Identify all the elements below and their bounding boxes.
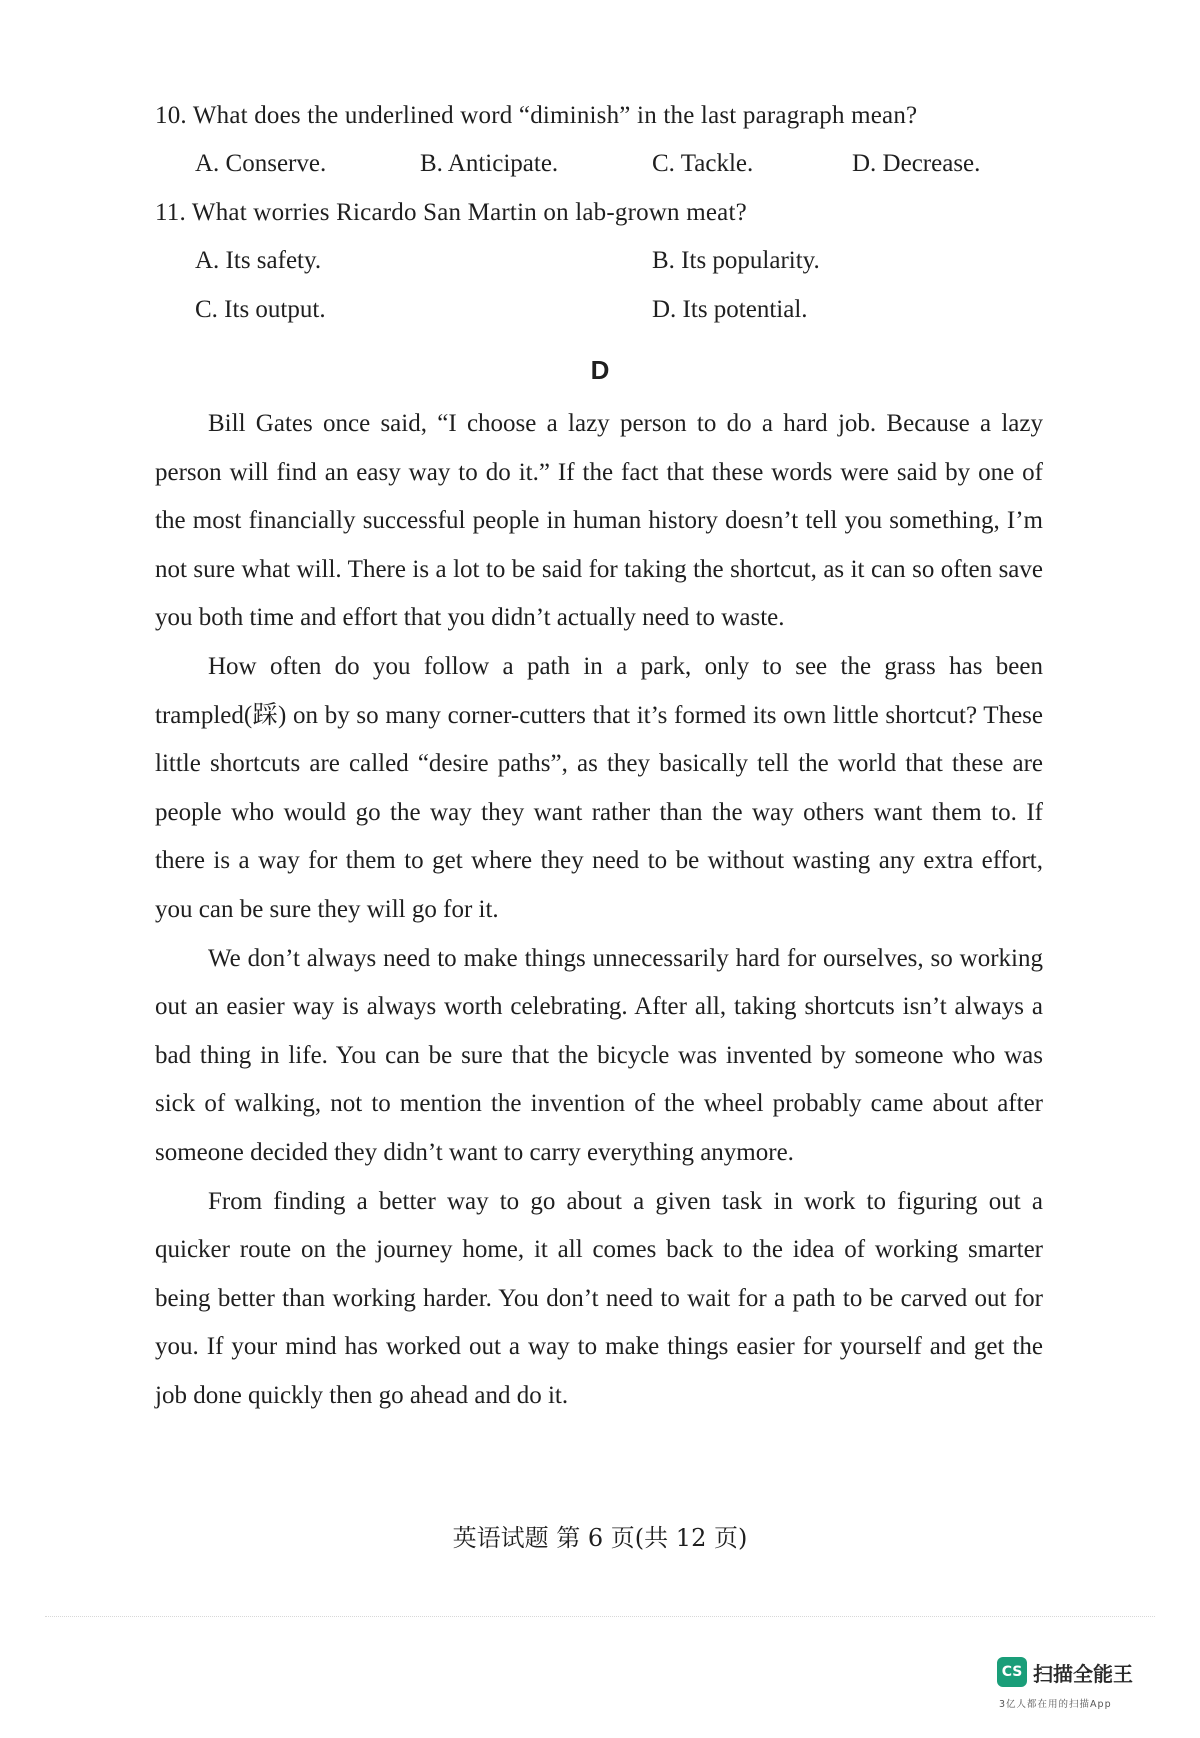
scanner-watermark [997, 1657, 1157, 1717]
reading-passage [155, 400, 1043, 1420]
passage-paragraph-2: How often do you follow a path in a park, only to see the grass has been trampled(踩) on by so many corner-cutters that it’s formed its own little shortcut? These little shortcuts are called “desire paths”, as they basically tell the world that these are people who would go the way they want rather than the way others want them to. If there is a way for them to get where they need to be without wasting any extra effort, you can be sure they will go for it. [155, 652, 1043, 923]
question-11-option-d: D. Its potential. [652, 296, 808, 323]
question-11-option-c: C. Its output. [195, 296, 326, 323]
section-title: D [590, 355, 610, 385]
question-10-stem: 10. What does the underlined word “diminish” in the last paragraph mean? [155, 102, 918, 129]
question-10-option-d: D. Decrease. [852, 150, 981, 177]
question-10-option-a: A. Conserve. [195, 150, 327, 177]
page-footer: 英语试题 第 6 页(共 12 页) [452, 1524, 748, 1552]
passage-paragraph-3: We don’t always need to make things unnecessarily hard for ourselves, so working out an easier way is always worth celebrating. After all, taking shortcuts isn’t always a bad thing in life. You can be sure that the bicycle was invented by someone who was sick of walking, not to mention the invention of the wheel probably came about after someone decided they didn’t want to carry everything anymore. [155, 944, 1043, 1166]
question-11-stem: 11. What worries Ricardo San Martin on lab-grown meat? [155, 199, 747, 226]
question-10-option-b: B. Anticipate. [420, 150, 559, 177]
question-11-option-a: A. Its safety. [195, 247, 322, 274]
page-divider [45, 1616, 1155, 1617]
question-10-option-c: C. Tackle. [652, 150, 754, 177]
watermark-app-name: 扫描全能王 [1033, 1662, 1133, 1686]
passage-paragraph-1: Bill Gates once said, “I choose a lazy person to do a hard job. Because a lazy person will find an easy way to do it.” If the fact that these words were said by one of the most financially successful people in human history doesn’t tell you something, I’m not sure what will. There is a lot to be said for taking the shortcut, as it can so often save you both time and effort that you didn’t actually need to waste. [155, 410, 1043, 632]
passage-paragraph-4: From finding a better way to go about a given task in work to figuring out a quicker route on the journey home, it all comes back to the idea of working smarter being better than working harder. You don’t need to wait for a path to be carved out for you. If your mind has worked out a way to make things easier for yourself and get the job done quickly then go ahead and do it. [155, 1187, 1043, 1409]
question-11-option-b: B. Its popularity. [652, 247, 820, 274]
watermark-tagline: 3亿人都在用的扫描App [999, 1699, 1112, 1710]
camscanner-logo-icon: CS [997, 1657, 1027, 1687]
